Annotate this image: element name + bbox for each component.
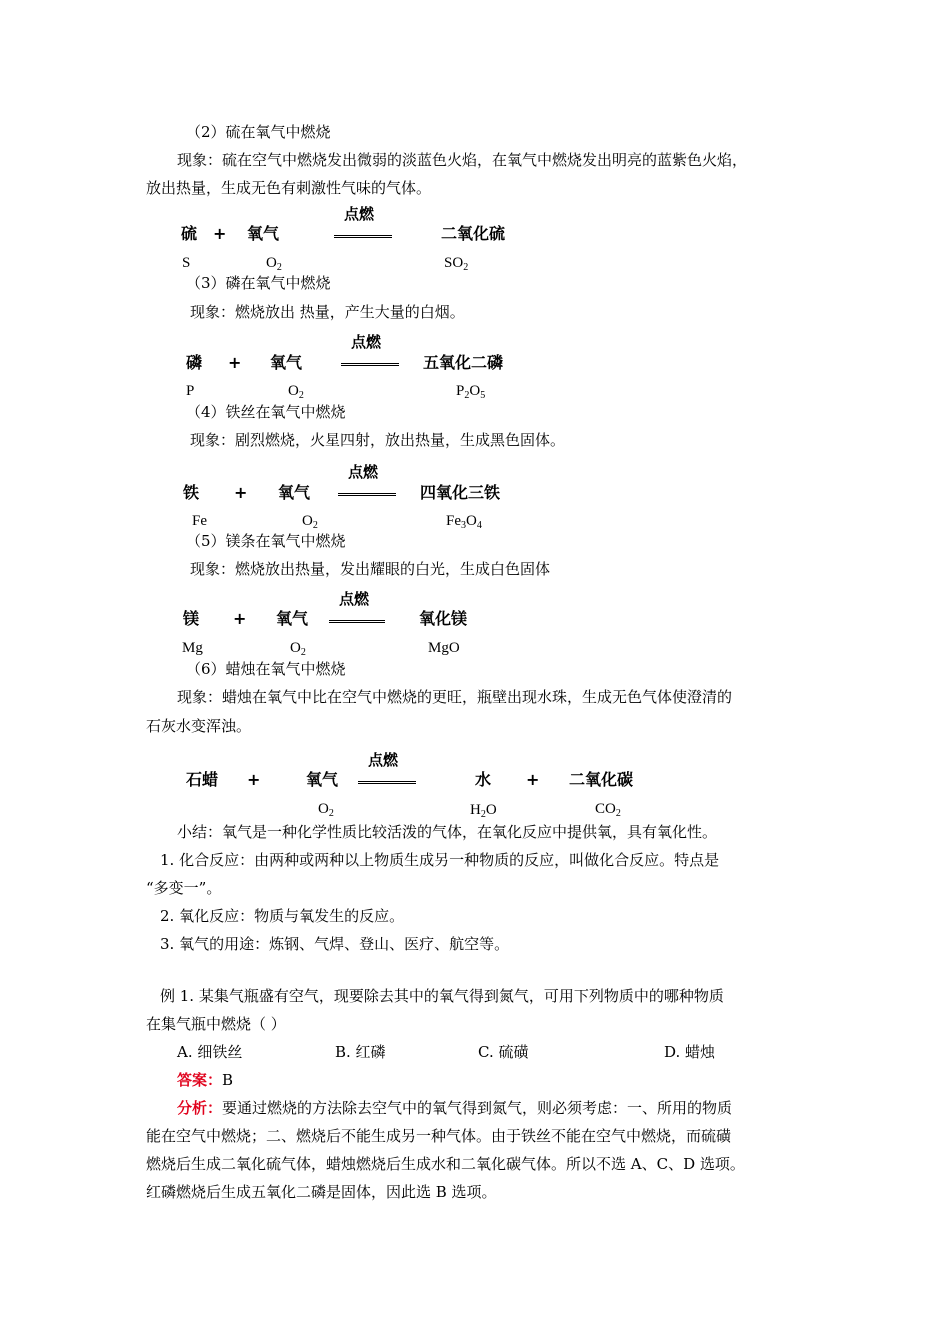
answer-label: 答案：	[177, 1071, 223, 1089]
observation-text: 现象：硫在空气中燃烧发出微弱的淡蓝色火焰，在氧气中燃烧发出明亮的蓝紫色火焰，	[177, 151, 748, 169]
formula: $O_2$	[288, 383, 304, 401]
answer-value: B	[222, 1071, 234, 1089]
reactant-name: 氧气	[278, 483, 311, 502]
formula: Mg	[182, 640, 203, 656]
reaction-arrow	[341, 363, 399, 366]
summary-item: 1. 化合反应：由两种或两种以上物质生成另一种物质的反应，叫做化合反应。特点是	[160, 851, 720, 869]
example-question: 例 1. 某集气瓶盛有空气，现要除去其中的氧气得到氮气，可用下列物质中的哪种物质	[160, 987, 724, 1005]
section-heading: （4）铁丝在氧气中燃烧	[186, 403, 346, 421]
formula: $CO_2$	[595, 801, 621, 819]
reaction-arrow	[334, 235, 392, 238]
formula: $SO_2$	[444, 255, 469, 273]
observation-text: 现象：剧烈燃烧，火星四射，放出热量，生成黑色固体。	[190, 431, 566, 449]
reaction-condition: 点燃	[348, 463, 379, 481]
plus-sign: +	[233, 609, 247, 628]
formula: P	[186, 383, 195, 399]
summary-intro: 小结：氧气是一种化学性质比较活泼的气体，在氧化反应中提供氧，具有氧化性。	[177, 823, 718, 841]
product-name: 四氧化三铁	[420, 483, 501, 502]
section-heading: （6）蜡烛在氧气中燃烧	[186, 660, 346, 678]
observation-text: 现象：蜡烛在氧气中比在空气中燃烧的更旺，瓶壁出现水珠，生成无色气体使澄清的	[177, 688, 733, 706]
formula: $H_2O$	[470, 802, 497, 820]
option-b: B. 红磷	[335, 1043, 386, 1061]
option-d: D. 蜡烛	[664, 1043, 716, 1061]
option-c: C. 硫磺	[478, 1043, 529, 1061]
observation-text: 现象：燃烧放出 热量，产生大量的白烟。	[190, 303, 465, 321]
summary-item: 2. 氧化反应：物质与氧发生的反应。	[160, 907, 405, 925]
observation-text: 现象：燃烧放出热量，发出耀眼的白光，生成白色固体	[190, 560, 551, 578]
plus-sign: +	[526, 770, 540, 789]
reactant-name: 氧气	[247, 224, 280, 243]
analysis-label: 分析：	[177, 1099, 223, 1117]
reaction-condition: 点燃	[344, 205, 375, 223]
reactant-name: 铁	[183, 483, 200, 502]
analysis-line: 分析：要通过燃烧的方法除去空气中的氧气得到氮气，则必须考虑：一、所用的物质	[177, 1099, 733, 1117]
section-heading: （5）镁条在氧气中燃烧	[186, 532, 346, 550]
plus-sign: +	[247, 770, 261, 789]
reactant-name: 氧气	[270, 353, 303, 372]
analysis-text: 能在空气中燃烧；二、燃烧后不能生成另一种气体。由于铁丝不能在空气中燃烧，而硫磺	[146, 1127, 732, 1145]
formula: $O_2$	[290, 640, 306, 658]
reactant-name: 氧气	[306, 770, 339, 789]
reaction-arrow	[329, 620, 385, 623]
observation-text: 石灰水变浑浊。	[146, 717, 252, 735]
reactant-name: 硫	[181, 224, 198, 243]
plus-sign: +	[228, 353, 242, 372]
option-a: A. 细铁丝	[177, 1043, 243, 1061]
formula: $O_2$	[302, 513, 318, 531]
answer-line	[177, 1073, 233, 1088]
formula: MgO	[428, 640, 460, 656]
formula: S	[182, 255, 191, 271]
reactant-name: 磷	[186, 353, 203, 372]
summary-item: 3. 氧气的用途：炼钢、气焊、登山、医疗、航空等。	[160, 935, 510, 953]
formula: $P_2O_5$	[456, 383, 486, 401]
formula: Fe	[192, 513, 207, 529]
reaction-arrow	[338, 493, 396, 496]
reaction-arrow	[358, 781, 416, 784]
formula: $O_2$	[318, 801, 334, 819]
plus-sign: +	[213, 224, 227, 243]
analysis-text: 燃烧后生成二氧化硫气体，蜡烛燃烧后生成水和二氧化碳气体。所以不选 A、C、D 选项。	[146, 1155, 745, 1173]
reaction-condition: 点燃	[351, 333, 382, 351]
section-heading: （3）磷在氧气中燃烧	[186, 274, 331, 292]
plus-sign: +	[234, 483, 248, 502]
reactant-name: 石蜡	[186, 770, 219, 789]
product-name: 五氧化二磷	[423, 353, 504, 372]
summary-item: “多变一”。	[146, 879, 222, 897]
formula: $Fe_3O_4$	[446, 513, 482, 531]
product-name: 水	[475, 770, 492, 789]
observation-text: 放出热量，生成无色有刺激性气味的气体。	[146, 179, 432, 197]
product-name: 二氧化硫	[441, 224, 506, 243]
product-name: 氧化镁	[419, 609, 468, 628]
reaction-condition: 点燃	[339, 590, 370, 608]
product-name: 二氧化碳	[569, 770, 634, 789]
section-heading: （2）硫在氧气中燃烧	[186, 123, 331, 141]
analysis-text: 红磷燃烧后生成五氧化二磷是固体，因此选 B 选项。	[146, 1183, 497, 1201]
example-question: 在集气瓶中燃烧（ ）	[146, 1015, 286, 1033]
reaction-condition: 点燃	[368, 751, 399, 769]
reactant-name: 氧气	[276, 609, 309, 628]
reactant-name: 镁	[183, 609, 200, 628]
formula: $O_2$	[266, 255, 282, 273]
